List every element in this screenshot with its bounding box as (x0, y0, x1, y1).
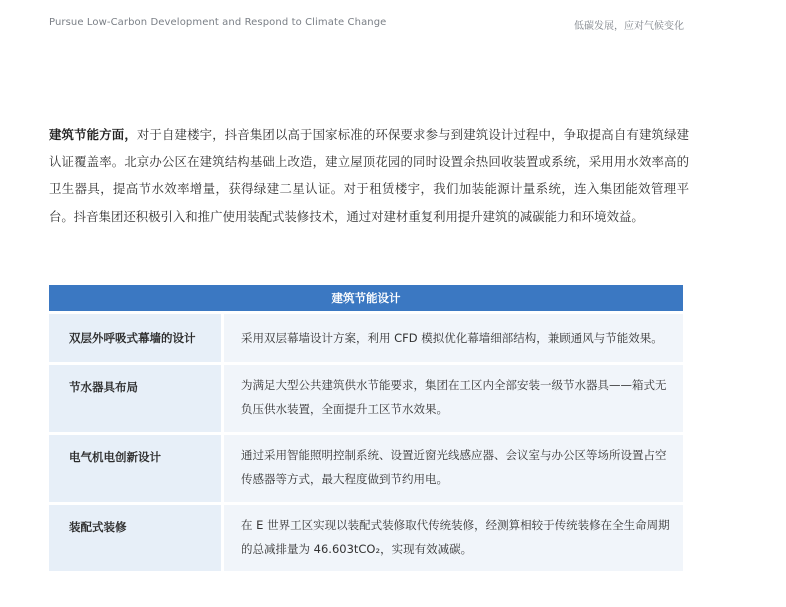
body-paragraph (49, 121, 689, 230)
row-label: 节水器具布局 (49, 365, 221, 432)
table-row (49, 435, 683, 502)
row-description: 在 E 世界工区实现以装配式装修取代传统装修，经测算相较于传统装修在全生命周期的总减排量为 46.603tCO₂，实现有效减碳。 (224, 505, 683, 571)
row-description: 为满足大型公共建筑供水节能要求，集团在工区内全部安装一级节水器具——箱式无负压供水装置，全面提升工区节水效果。 (224, 365, 683, 432)
header-title-en: Pursue Low-Carbon Development and Respond to Climate Change (49, 17, 387, 28)
row-description: 采用双层幕墙设计方案，利用 CFD 模拟优化幕墙细部结构，兼顾通风与节能效果。 (224, 314, 683, 362)
table-row (49, 505, 683, 571)
energy-design-table (49, 285, 683, 574)
paragraph-body: 对于自建楼宇，抖音集团以高于国家标准的环保要求参与到建筑设计过程中，争取提高自有建筑绿建认证覆盖率。北京办公区在建筑结构基础上改造，建立屋顶花园的同时设置余热回收装置或系统，采用用水效率高的卫生器具，提高节水效率增量，获得绿建二星认证。对于租赁楼宇，我们加装能源计量系统，连入集团能效管理平台。抖音集团还积极引入和推广使用装配式装修技术，通过对建材重复利用提升建筑的减碳能力和环境效益。 (49, 127, 690, 224)
table-row (49, 365, 683, 432)
row-label: 双层外呼吸式幕墙的设计 (49, 314, 221, 362)
header-title-cn: 低碳发展，应对气候变化 (574, 21, 684, 32)
table-row (49, 314, 683, 362)
row-label: 装配式装修 (49, 505, 221, 571)
row-description: 通过采用智能照明控制系统、设置近窗光线感应器、会议室与办公区等场所设置占空传感器等方式，最大程度做到节约用电。 (224, 435, 683, 502)
paragraph-lead: 建筑节能方面， (49, 127, 137, 142)
row-label: 电气机电创新设计 (49, 435, 221, 502)
table-title: 建筑节能设计 (49, 285, 683, 311)
